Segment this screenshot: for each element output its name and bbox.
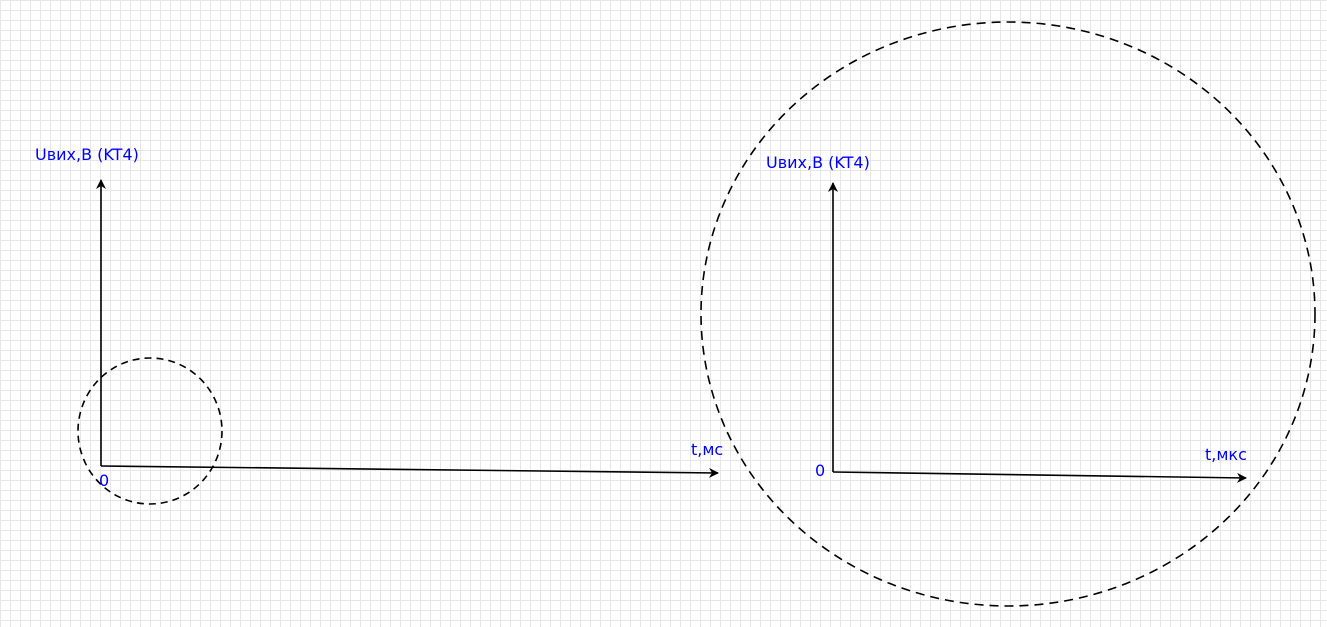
right-y-axis-label: Uвих,В (KT4) (766, 153, 870, 172)
left-y-axis-label: Uвих,В (KT4) (35, 145, 139, 164)
left-x-axis (101, 466, 718, 473)
right-x-axis-label: t,мкс (1205, 445, 1247, 464)
left-x-axis-label: t,мс (691, 440, 724, 459)
left-origin-label: 0 (99, 471, 110, 490)
right-x-axis (833, 472, 1246, 478)
right-dashed-circle (701, 22, 1315, 606)
right-origin-label: 0 (815, 461, 826, 480)
